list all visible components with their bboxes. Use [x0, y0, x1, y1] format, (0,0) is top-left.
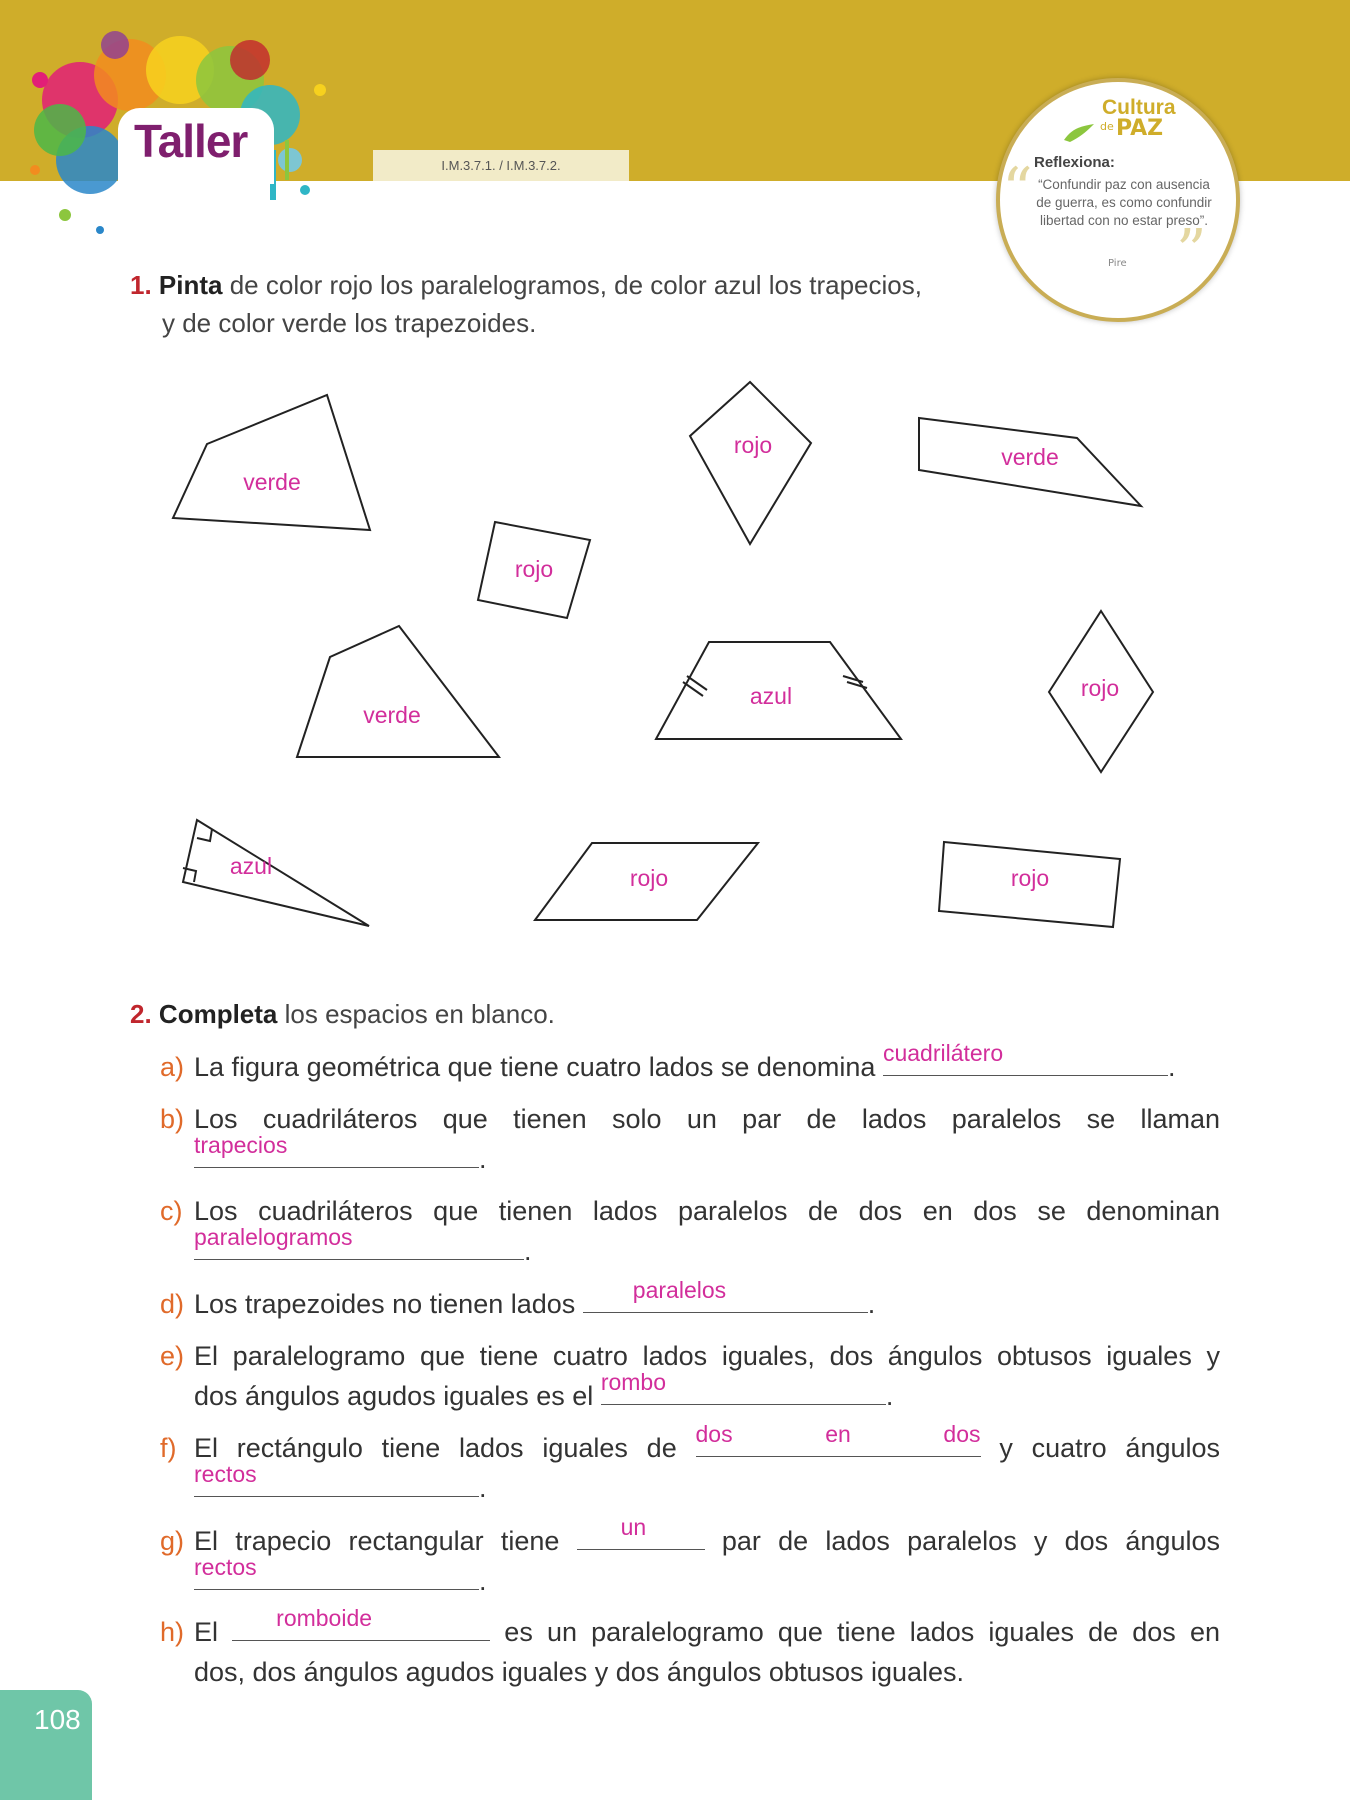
answer-text: romboide: [276, 1605, 373, 1631]
item-letter: a): [160, 1052, 185, 1082]
shape-label: azul: [749, 683, 793, 709]
item-a: [160, 1040, 1220, 1087]
item-f-line2: [194, 1461, 1220, 1508]
answer-blank[interactable]: [232, 1605, 490, 1641]
item-a-end: .: [1167, 1052, 1176, 1082]
answer-blank[interactable]: [194, 1132, 479, 1168]
close-quote-icon: ”: [1176, 217, 1207, 287]
item-c-text: Los cuadriláteros que tienen lados paralelos de dos en dos se denominan: [194, 1196, 1220, 1226]
item-f-text2: y cuatro ángulos: [999, 1433, 1221, 1463]
item-letter: c): [160, 1196, 183, 1226]
item-g-end: .: [479, 1566, 487, 1596]
answer-blank[interactable]: [194, 1224, 524, 1260]
exercise-2-verb: Completa: [158, 999, 278, 1029]
item-h-line2: [194, 1652, 1220, 1692]
answer-blank[interactable]: [583, 1277, 868, 1313]
item-c-line2: [194, 1224, 1220, 1271]
answer-blank[interactable]: [882, 1040, 1168, 1076]
answer-blank[interactable]: [577, 1514, 705, 1550]
exercise-1-line1: de color rojo los paralelogramos, de color azul los trapecios,: [222, 270, 922, 300]
item-g: [160, 1514, 1220, 1601]
item-b-line2: [194, 1132, 1220, 1179]
shape-label: verde: [363, 702, 421, 728]
answer-text: cuadrilátero: [882, 1040, 1004, 1066]
item-b-text: Los cuadriláteros que tienen solo un par de lados paralelos se llaman: [194, 1104, 1220, 1134]
answer-text: trapecios: [194, 1132, 288, 1158]
item-g-text: El trapecio rectangular tiene: [194, 1526, 560, 1556]
item-f-text: El rectángulo tiene lados iguales de: [194, 1433, 677, 1463]
shape-label: rojo: [629, 865, 669, 891]
reflexiona-label: Reflexiona:: [1034, 154, 1115, 171]
item-letter: d): [160, 1289, 185, 1319]
item-h-text: El: [194, 1617, 219, 1647]
shape-label: rojo: [733, 432, 773, 458]
answer-blank[interactable]: [600, 1369, 886, 1405]
shape-label: verde: [1001, 444, 1059, 470]
item-h-text2: es un paralelogramo que tiene lados iguales de dos en: [504, 1617, 1220, 1647]
item-letter: h): [160, 1617, 185, 1647]
shape-kite: [690, 382, 811, 544]
section-title: Taller: [134, 115, 248, 167]
exercise-2-number: 2.: [130, 999, 152, 1029]
item-e-end: .: [885, 1381, 894, 1411]
item-e-text2: dos ángulos agudos iguales es el: [194, 1381, 594, 1411]
item-d-end: .: [867, 1289, 876, 1319]
answer-text: rectos: [194, 1554, 257, 1580]
shape-label: rojo: [1080, 675, 1120, 701]
item-c: [160, 1191, 1220, 1271]
item-d: [160, 1277, 1220, 1324]
answer-text: paralelogramos: [194, 1224, 353, 1250]
item-h: [160, 1605, 1220, 1692]
answer-text: rombo: [600, 1369, 667, 1395]
item-letter: f): [160, 1433, 177, 1463]
item-h-line1: [194, 1605, 1220, 1652]
item-a-text: La figura geométrica que tiene cuatro lados se denomina: [194, 1052, 876, 1082]
exercise-1-line2: y de color verde los trapezoides.: [162, 308, 537, 338]
exercise-2-instruction: [130, 995, 555, 1033]
paz-label: PAZ: [1116, 116, 1164, 141]
item-f: [160, 1421, 1221, 1508]
item-letter: g): [160, 1526, 185, 1556]
item-text: [194, 1040, 1220, 1087]
item-e: [160, 1336, 1220, 1416]
shape-label: rojo: [1010, 865, 1050, 891]
cultura-label: Cultura: [1102, 96, 1176, 119]
item-letter: b): [160, 1104, 185, 1134]
item-g-text2: par de lados paralelos y dos ángulos: [721, 1526, 1220, 1556]
item-e-line2: [194, 1369, 1220, 1416]
exercise-1-number: 1.: [130, 270, 152, 300]
exercise-1-verb: Pinta: [158, 270, 223, 300]
item-g-line2: [194, 1554, 1220, 1601]
answer-text: dos en dos: [695, 1421, 981, 1447]
item-letter: e): [160, 1341, 185, 1371]
item-e-text: El paralelogramo que tiene cuatro lados iguales, dos ángulos obtusos iguales y: [194, 1341, 1220, 1371]
de-label: de: [1100, 120, 1114, 133]
shape-label: azul: [229, 853, 273, 879]
answer-text: un: [620, 1514, 647, 1540]
answer-blank[interactable]: [695, 1421, 981, 1457]
quote-text: “Confundir paz con ausencia de guerra, es como confundir libertad con no estar preso”.: [1036, 177, 1212, 228]
item-h-text3: dos, dos ángulos agudos iguales y dos ángulos obtusos iguales.: [194, 1657, 965, 1687]
shape-label: rojo: [514, 556, 554, 582]
indicator-codes: I.M.3.7.1. / I.M.3.7.2.: [373, 150, 629, 181]
shape-trapezoid-1: [173, 395, 370, 530]
item-f-end: .: [479, 1473, 487, 1503]
answer-text: paralelos: [632, 1277, 727, 1303]
quote-author: Pire: [1108, 258, 1127, 269]
exercise-2-rest: los espacios en blanco.: [277, 999, 555, 1029]
shape-trapezoid-3: [297, 626, 499, 757]
answer-blank[interactable]: [194, 1554, 479, 1590]
shape-label: verde: [243, 469, 301, 495]
item-b: [160, 1099, 1220, 1179]
page-number: 108: [0, 1690, 92, 1800]
answer-text: rectos: [194, 1461, 257, 1487]
open-quote-icon: “: [1002, 155, 1033, 225]
answer-blank[interactable]: [194, 1461, 479, 1497]
item-d-line: [194, 1277, 1220, 1324]
item-d-text: Los trapezoides no tienen lados: [194, 1289, 576, 1319]
item-c-end: .: [524, 1236, 532, 1266]
item-b-end: .: [479, 1144, 487, 1174]
